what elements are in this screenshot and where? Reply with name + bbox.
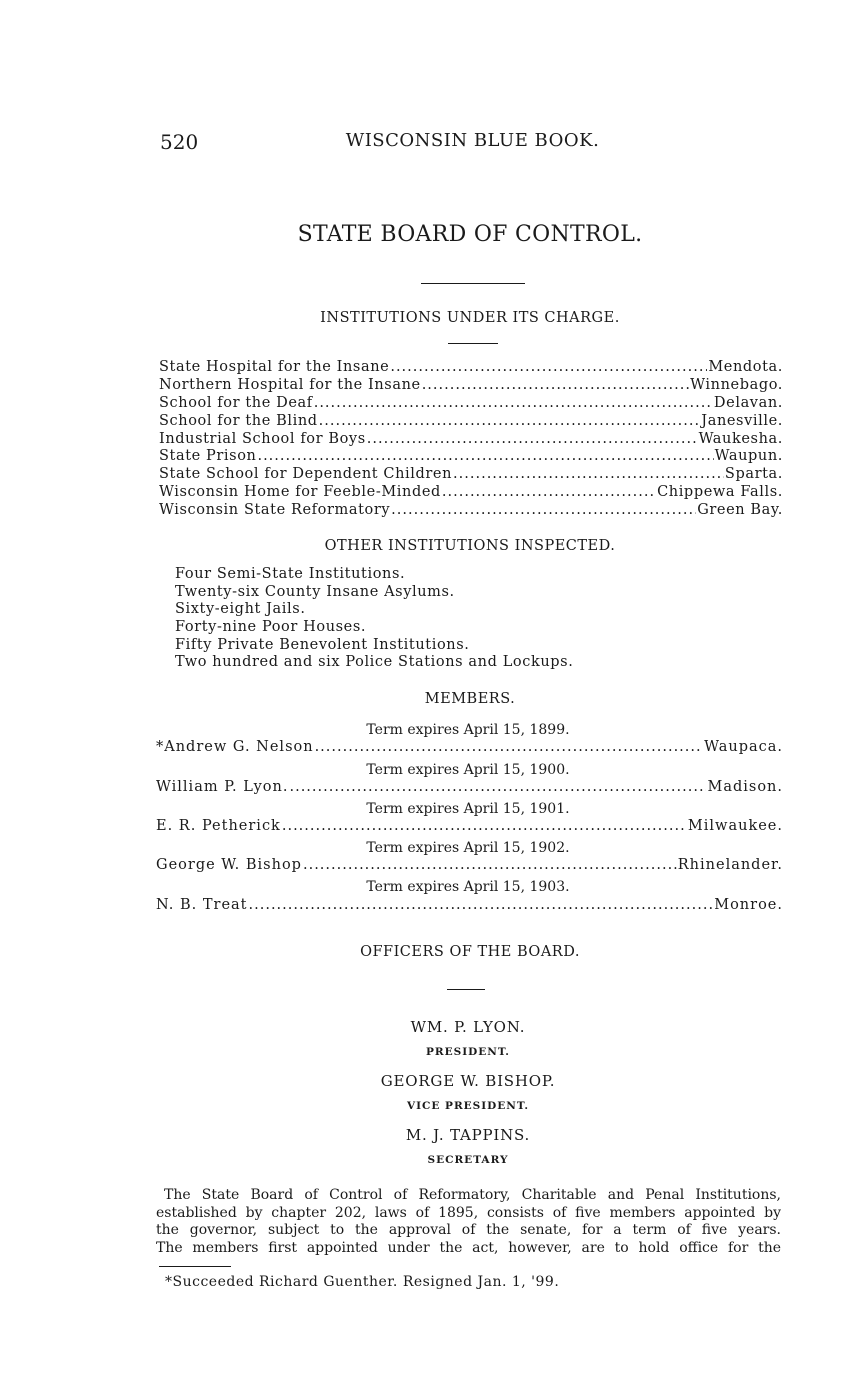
running-title: WISCONSIN BLUE BOOK.	[345, 130, 600, 151]
list-item	[159, 395, 783, 411]
officer-title: SECRETARY	[427, 1154, 509, 1166]
dot-leader	[257, 448, 713, 464]
term-line: Term expires April 15, 1900.	[366, 762, 570, 778]
officers-rule	[447, 989, 485, 990]
list-item: Forty-nine Poor Houses.	[175, 619, 367, 636]
members-heading: MEMBERS.	[424, 691, 516, 707]
institution-place: Sparta.	[724, 466, 783, 482]
officer-name: M. J. TAPPINS.	[405, 1126, 531, 1144]
body-paragraph	[156, 1187, 781, 1257]
paragraph-line: established by chapter 202, laws of 1895, consists of five members appointed by	[156, 1204, 781, 1221]
page-title: STATE BOARD OF CONTROL.	[297, 222, 643, 247]
other-institutions-heading: OTHER INSTITUTIONS INSPECTED.	[324, 538, 616, 554]
officers-heading: OFFICERS OF THE BOARD.	[360, 944, 580, 960]
member-name: George W. Bishop	[156, 857, 302, 873]
officer-title: PRESIDENT.	[426, 1046, 510, 1058]
dot-leader	[303, 857, 677, 873]
dot-leader	[319, 413, 701, 429]
dot-leader	[315, 739, 703, 755]
paragraph-line: The members first appointed under the act, however, are to hold office for the	[156, 1239, 781, 1256]
footnote: *Succeeded Richard Guenther. Resigned Jan. 1, '99.	[165, 1274, 560, 1290]
term-line: Term expires April 15, 1901.	[366, 801, 570, 817]
other-institutions-list	[175, 566, 573, 672]
member-place: Madison.	[707, 779, 783, 795]
term-line: Term expires April 15, 1899.	[366, 722, 570, 738]
list-item	[159, 413, 783, 429]
dot-leader	[391, 502, 696, 518]
member-row	[156, 779, 783, 795]
dot-leader	[314, 395, 713, 411]
institution-place: Waukesha.	[698, 431, 783, 447]
dot-leader	[390, 359, 707, 375]
institutions-rule	[448, 343, 498, 344]
officer-name: GEORGE W. BISHOP.	[380, 1072, 556, 1090]
institution-place: Waupun.	[714, 448, 783, 464]
member-place: Milwaukee.	[687, 818, 783, 834]
list-item: Fifty Private Benevolent Institutions.	[175, 636, 470, 653]
member-row	[156, 739, 783, 755]
member-place: Rhinelander.	[677, 857, 783, 873]
title-rule	[421, 283, 525, 284]
list-item	[159, 377, 783, 393]
institution-name: Wisconsin State Reformatory	[159, 502, 391, 518]
institution-name: State School for Dependent Children	[159, 466, 453, 482]
dot-leader	[249, 897, 714, 913]
dot-leader	[289, 779, 706, 795]
officer-title: VICE PRESIDENT.	[406, 1100, 529, 1112]
footnote-rule	[159, 1266, 231, 1267]
member-row	[156, 897, 783, 913]
list-item: Sixty-eight Jails.	[175, 601, 306, 618]
list-item	[159, 484, 783, 500]
member-name: E. R. Petherick	[156, 818, 281, 834]
institution-name: Wisconsin Home for Feeble-Minded	[159, 484, 441, 500]
member-name: N. B. Treat	[156, 897, 248, 913]
list-item: Twenty-six County Insane Asylums.	[175, 583, 455, 600]
institution-place: Mendota.	[708, 359, 783, 375]
institution-place: Delavan.	[713, 395, 783, 411]
member-row	[156, 818, 783, 834]
dot-leader	[422, 377, 689, 393]
member-place: Waupaca.	[704, 739, 783, 755]
institution-place: Janesville.	[701, 413, 783, 429]
institution-place: Green Bay.	[697, 502, 783, 518]
member-place: Monroe.	[714, 897, 783, 913]
list-item	[159, 466, 783, 482]
paragraph-line: the governor, subject to the approval of the senate, for a term of five years.	[156, 1222, 781, 1239]
member-name: *Andrew G. Nelson	[156, 739, 314, 755]
dot-leader	[367, 431, 698, 447]
dot-leader	[282, 818, 687, 834]
paragraph-line: The State Board of Control of Reformatory, Charitable and Penal Institutions,	[164, 1187, 781, 1203]
institution-name: School for the Deaf	[159, 395, 313, 411]
dot-leader	[453, 466, 724, 482]
institution-name: State Hospital for the Insane	[159, 359, 390, 375]
list-item	[159, 502, 783, 518]
institution-name: State Prison	[159, 448, 257, 464]
institutions-heading: INSTITUTIONS UNDER ITS CHARGE.	[320, 310, 620, 326]
list-item: Four Semi-State Institutions.	[175, 566, 406, 582]
list-item	[159, 431, 783, 447]
institution-name: Northern Hospital for the Insane	[159, 377, 421, 393]
list-item	[159, 359, 783, 375]
page-number: 520	[160, 130, 199, 154]
institution-place: Chippewa Falls.	[657, 484, 783, 500]
institution-place: Winnebago.	[690, 377, 783, 393]
dot-leader	[442, 484, 656, 500]
term-line: Term expires April 15, 1902.	[366, 840, 570, 856]
institution-name: Industrial School for Boys	[159, 431, 366, 447]
list-item	[159, 448, 783, 464]
officer-name: WM. P. LYON.	[410, 1018, 526, 1036]
member-name: William P. Lyon.	[156, 779, 289, 795]
list-item: Two hundred and six Police Stations and Lockups.	[175, 654, 574, 671]
term-line: Term expires April 15, 1903.	[366, 879, 570, 895]
institution-name: School for the Blind	[159, 413, 318, 429]
member-row	[156, 857, 783, 873]
